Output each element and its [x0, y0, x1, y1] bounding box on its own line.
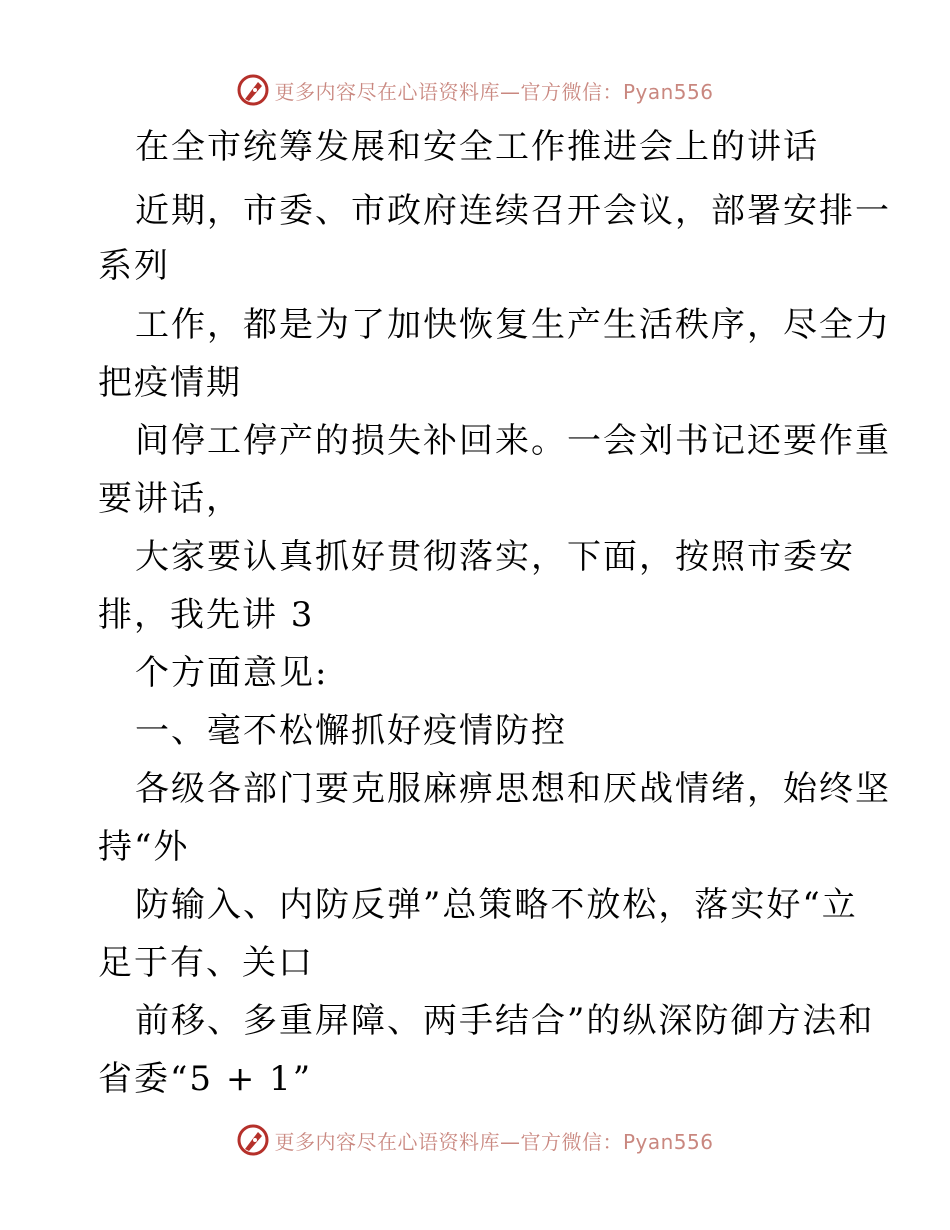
paragraph-line: 排，我先讲 3	[98, 595, 315, 635]
paragraph-line: 各级各部门要克服麻痹思想和厌战情绪，始终坚	[135, 769, 891, 809]
paragraph-line: 近期，市委、市政府连续召开会议，部署安排一	[135, 191, 891, 231]
paragraph-line: 间停工停产的损失补回来。一会刘书记还要作重	[135, 421, 891, 461]
paragraph-line: 要讲话，	[98, 479, 242, 519]
paragraph-line: 系列	[98, 246, 170, 286]
pen-nib-logo	[236, 73, 270, 107]
paragraph-line: 把疫情期	[98, 363, 242, 403]
document-title: 在全市统筹发展和安全工作推进会上的讲话	[135, 127, 819, 167]
paragraph-line: 工作，都是为了加快恢复生产生活秩序，尽全力	[135, 305, 891, 345]
footer-banner	[0, 1120, 950, 1160]
paragraph-line: 个方面意见:	[135, 653, 329, 693]
paragraph-line: 防输入、内防反弹”总策略不放松，落实好“立	[135, 885, 858, 925]
header-banner	[0, 70, 950, 110]
paragraph-line: 省委“5 + 1”	[98, 1059, 313, 1099]
header-banner-text: 更多内容尽在心语资料库—官方微信：Pyan556	[274, 79, 714, 104]
footer-banner-text: 更多内容尽在心语资料库—官方微信：Pyan556	[274, 1129, 714, 1154]
paragraph-line: 足于有、关口	[98, 943, 314, 983]
paragraph-line: 持“外	[98, 827, 190, 867]
section-heading: 一、毫不松懈抓好疫情防控	[135, 711, 567, 751]
pen-nib-logo	[236, 1123, 270, 1157]
paragraph-line: 大家要认真抓好贯彻落实，下面，按照市委安	[135, 537, 855, 577]
paragraph-line: 前移、多重屏障、两手结合”的纵深防御方法和	[135, 1001, 875, 1041]
